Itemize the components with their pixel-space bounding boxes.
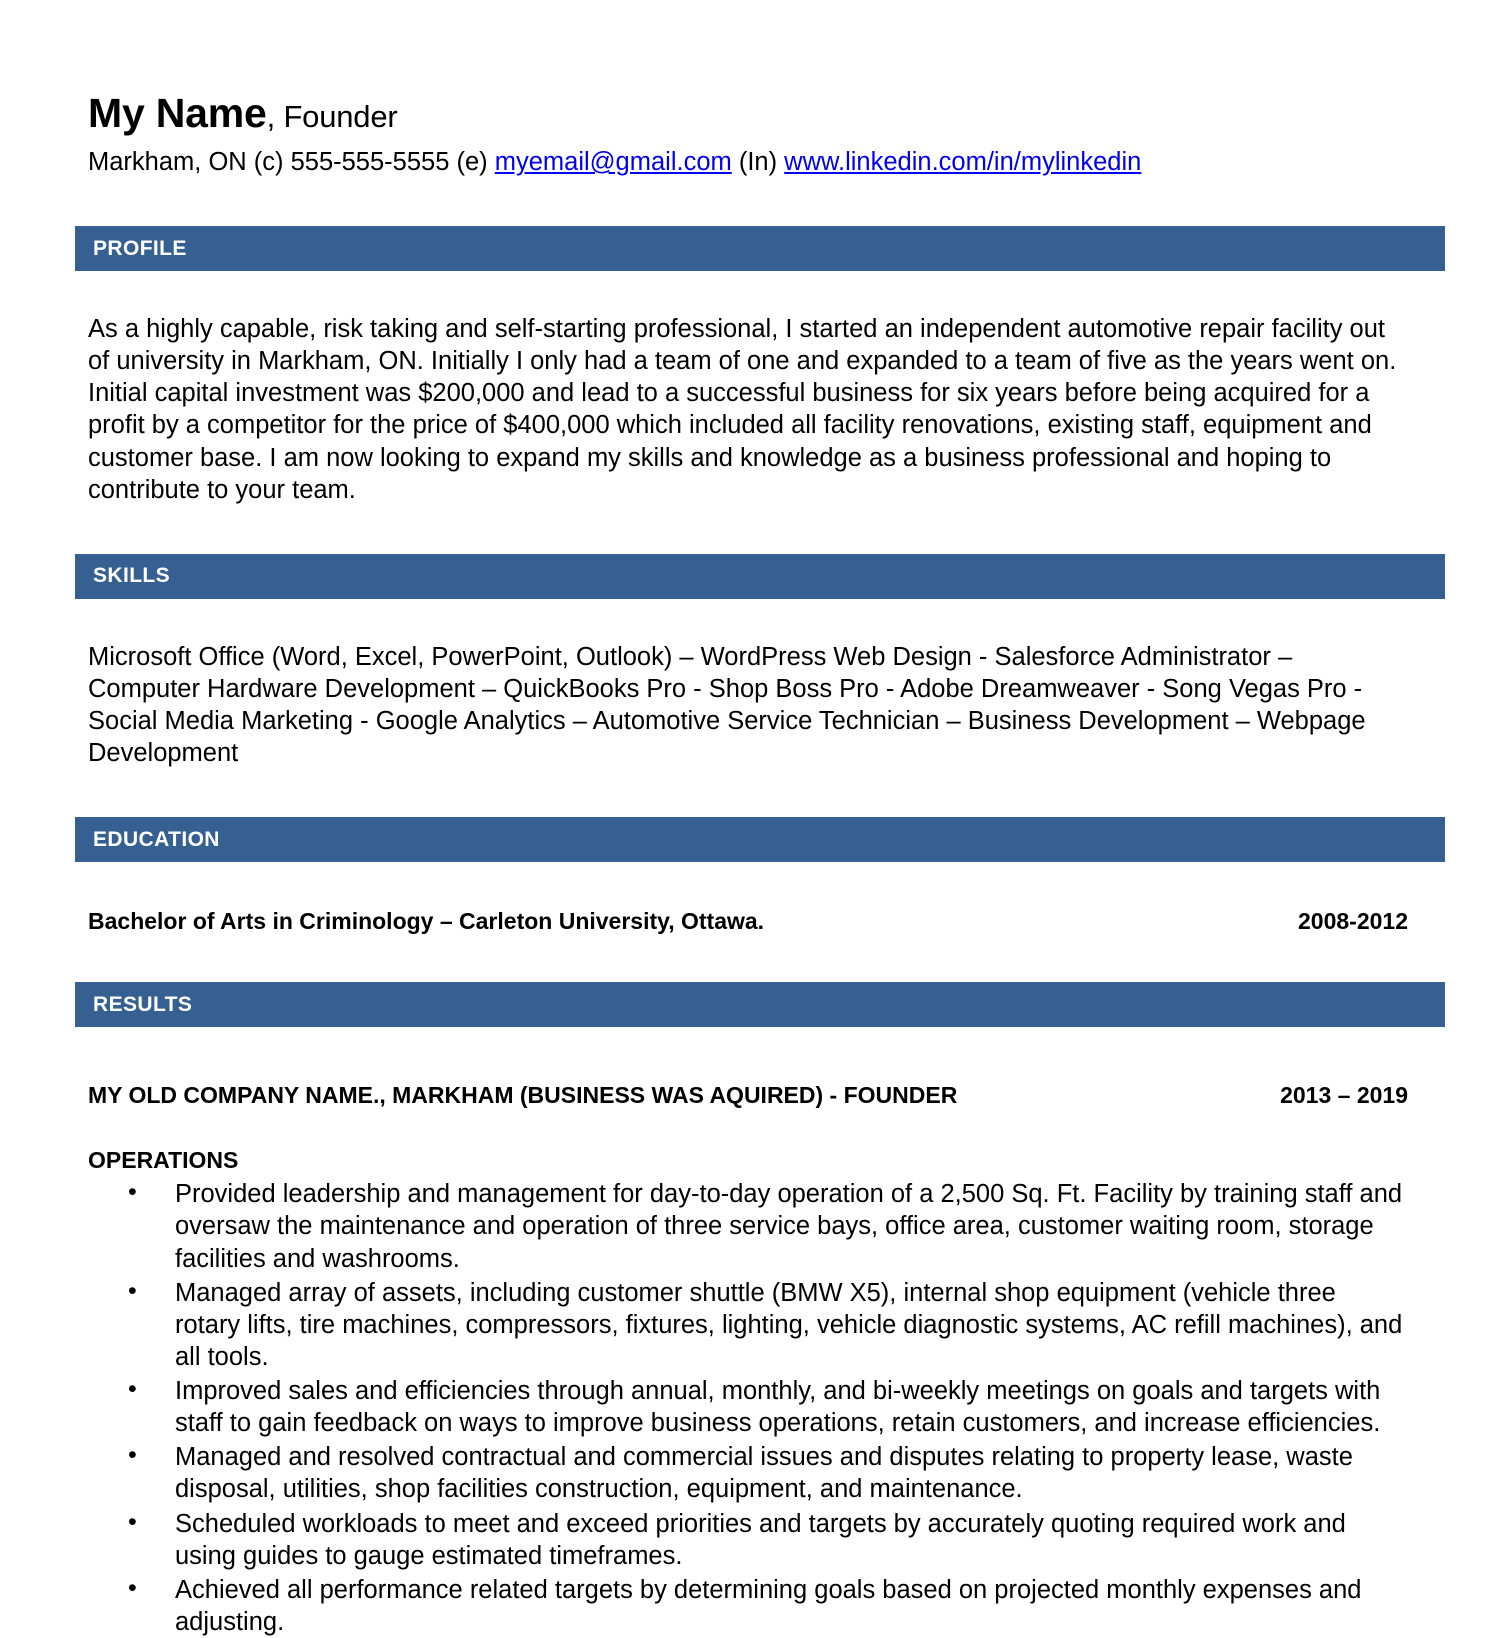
results-subheading: OPERATIONS (88, 1147, 239, 1174)
linkedin-link[interactable]: www.linkedin.com/in/mylinkedin (784, 148, 1142, 177)
company-dates: 2013 – 2019 (1280, 1082, 1408, 1109)
spacer (0, 862, 1500, 908)
list-item: • Improved sales and efficiencies through annual, monthly, and bi-weekly meetings on goals and targets with staff to gain feedback on ways to improve business operations, retain customers, and increase efficiencies. (0, 1375, 1408, 1439)
profile-paragraph: As a highly capable, risk taking and self-starting professional, I started an independent automotive repair facility out of university in Markham, ON. Initially I only had a team of one and expanded to a team of five as the years went on. Initial capital investment was $200,000 and lead to a successful business for six years before being acquired for a profit by a competitor for the price of $400,000 which included all facility renovations, existing staff, equipment and customer base. I am now looking to expand my skills and knowledge as a business professional and hoping to contribute to your team. (88, 315, 1397, 504)
skills-body (0, 641, 1500, 770)
company-title: MY OLD COMPANY NAME., MARKHAM (BUSINESS WAS AQUIRED) - FOUNDER (88, 1082, 958, 1109)
skills-paragraph: Microsoft Office (Word, Excel, PowerPoint, Outlook) – WordPress Web Design - Salesforce Administrator – Computer Hardware Development – QuickBooks Pro - Shop Boss Pro - Adobe Dreamweaver - Song Vegas Pro - Social Media Marketing - Google Analytics – Automotive Service Technician – Business Development – Webpage Development (88, 642, 1366, 768)
section-bar-results (75, 982, 1445, 1027)
candidate-job-title: , Founder (266, 99, 398, 134)
resume-header (0, 0, 1500, 178)
list-item: • Scheduled workloads to meet and exceed priorities and targets by accurately quoting required work and using guides to gauge estimated timeframes. (0, 1508, 1408, 1572)
linkedin-label: (In) (731, 148, 785, 177)
spacer (0, 506, 1500, 554)
candidate-name-line (88, 92, 1425, 135)
education-degree: Bachelor of Arts in Criminology – Carleton University, Ottawa. (88, 908, 765, 935)
list-item: • Managed and resolved contractual and commercial issues and disputes relating to property lease, waste disposal, utilities, shop facilities construction, equipment, and maintenance. (0, 1441, 1408, 1505)
section-title-skills: SKILLS (93, 564, 171, 588)
section-title-results: RESULTS (93, 992, 193, 1016)
list-item: • Achieved all performance related targets by determining goals based on projected monthly expenses and adjusting. (0, 1574, 1408, 1638)
profile-body (0, 313, 1500, 506)
results-entry-header (0, 1082, 1500, 1109)
contact-location-phone: Markham, ON (c) 555-555-5555 (e) (88, 148, 495, 177)
section-bar-education (75, 817, 1445, 862)
spacer (0, 1109, 1500, 1147)
results-bullet-list (0, 1178, 1500, 1638)
spacer (0, 599, 1500, 641)
section-bar-skills (75, 554, 1445, 599)
section-title-education: EDUCATION (93, 827, 220, 851)
education-entry (0, 908, 1500, 935)
education-dates: 2008-2012 (1298, 908, 1408, 935)
section-bar-profile (75, 226, 1445, 271)
spacer (0, 271, 1500, 313)
list-item: • Managed array of assets, including customer shuttle (BMW X5), internal shop equipment (vehicle three rotary lifts, tire machines, compressors, fixtures, lighting, vehicle diagnostic systems, AC refill machines), and all tools. (0, 1277, 1408, 1373)
list-item: • Provided leadership and management for day-to-day operation of a 2,500 Sq. Ft. Facility by training staff and oversaw the maintenance and operation of three service bays, office area, customer waiting room, storage facilities and washrooms. (0, 1178, 1408, 1274)
spacer (0, 935, 1500, 982)
spacer (0, 178, 1500, 226)
contact-line (88, 147, 1425, 178)
email-link[interactable]: myemail@gmail.com (494, 148, 732, 177)
spacer (0, 769, 1500, 817)
section-title-profile: PROFILE (93, 236, 187, 260)
spacer (0, 1027, 1500, 1082)
candidate-name: My Name (88, 90, 267, 136)
